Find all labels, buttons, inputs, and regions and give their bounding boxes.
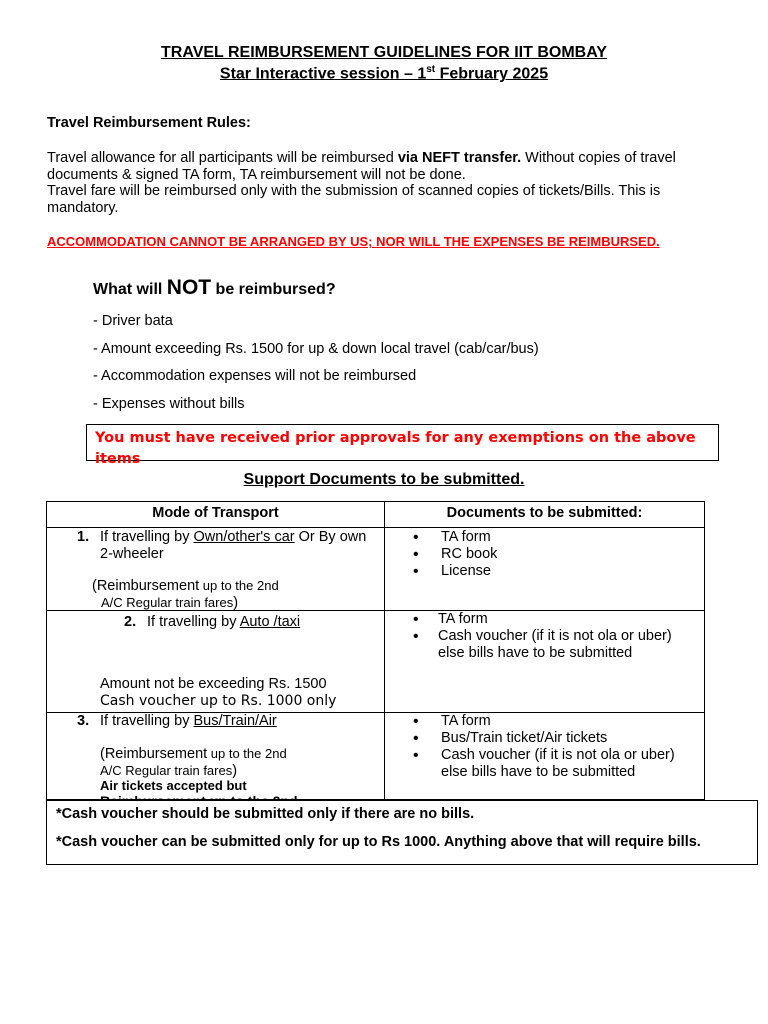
rules-heading: Travel Reimbursement Rules: xyxy=(47,115,251,131)
session-subtitle: Star Interactive session – 1st February 2025 xyxy=(219,64,549,83)
prior-approval-text: You must have received prior approvals for any exemptions on the above items xyxy=(95,430,696,467)
list-item: • Bus/Train ticket/Air tickets xyxy=(385,730,704,747)
list-item: • Cash voucher (if it is not ola or uber) else bills have to be submitted xyxy=(385,628,688,662)
list-item: • TA form xyxy=(385,611,704,628)
mode-description: If travelling by Own/other's car Or By own 2-wheeler xyxy=(100,529,367,562)
rules-paragraph-2: Travel fare will be reimbursed only with the submission of scanned copies of tickets/Bills. This is mandatory. xyxy=(47,183,661,216)
list-item: • License xyxy=(385,563,704,580)
mode-cell-3 xyxy=(47,713,385,800)
support-heading: Support Documents to be submitted. xyxy=(243,471,525,488)
list-item: • RC book xyxy=(385,546,704,563)
mode-cell-1 xyxy=(47,528,385,611)
reimbursement-note: (Reimbursement up to the 2nd xyxy=(100,746,287,762)
mode-cell-2 xyxy=(47,611,385,713)
list-item: • Cash voucher (if it is not ola or uber) else bills have to be submitted xyxy=(385,747,691,781)
table-row xyxy=(47,713,705,800)
table-row xyxy=(47,611,705,713)
column-header-documents: Documents to be submitted: xyxy=(385,502,705,528)
column-header-mode: Mode of Transport xyxy=(47,502,385,528)
page-title: TRAVEL REIMBURSEMENT GUIDELINES FOR IIT BOMBAY xyxy=(161,44,607,61)
rules-paragraph-1: Travel allowance for all participants will be reimbursed via NEFT transfer. Without copies of travel documents & signed TA form, TA reimbursement will not be done. xyxy=(47,150,676,183)
list-item: • TA form xyxy=(385,529,704,546)
reimbursement-note: (Reimbursement up to the 2nd xyxy=(92,578,279,594)
list-item: - Expenses without bills xyxy=(93,396,245,412)
mode-description: If travelling by Auto /taxi xyxy=(147,614,301,630)
list-item: - Accommodation expenses will not be reimbursed xyxy=(93,368,417,384)
list-item: - Driver bata xyxy=(93,313,173,329)
accommodation-warning: ACCOMMODATION CANNOT BE ARRANGED BY US; NOR WILL THE EXPENSES BE REIMBURSED. xyxy=(47,234,660,249)
list-item: - Amount exceeding Rs. 1500 for up & down local travel (cab/car/bus) xyxy=(93,341,539,357)
not-reimbursed-heading: What will NOT be reimbursed? xyxy=(93,276,336,299)
air-ticket-note: Air tickets accepted but xyxy=(100,778,247,793)
docs-cell-1 xyxy=(385,528,705,611)
docs-cell-2 xyxy=(385,611,705,713)
note-2: *Cash voucher can be submitted only for up to Rs 1000. Anything above that will require bills. xyxy=(56,834,701,850)
support-documents-table xyxy=(46,501,705,800)
reimbursement-note-2: A/C Regular train fares) xyxy=(100,763,238,779)
mode-description: If travelling by Bus/Train/Air xyxy=(100,713,277,729)
row-number: 3. xyxy=(77,713,90,729)
table-row xyxy=(47,528,705,611)
note-1: *Cash voucher should be submitted only if there are no bills. xyxy=(56,806,475,822)
amount-limit: Amount not be exceeding Rs. 1500 xyxy=(100,676,327,692)
cash-voucher-notes xyxy=(46,800,758,865)
row-number: 2. xyxy=(124,614,137,630)
prior-approval-notice xyxy=(86,424,719,467)
reimbursement-note-2: A/C Regular train fares) xyxy=(101,595,239,611)
list-item: • TA form xyxy=(385,713,704,730)
row-number: 1. xyxy=(77,529,90,545)
docs-cell-3 xyxy=(385,713,705,800)
cash-voucher-limit: Cash voucher up to Rs. 1000 only xyxy=(100,693,337,709)
